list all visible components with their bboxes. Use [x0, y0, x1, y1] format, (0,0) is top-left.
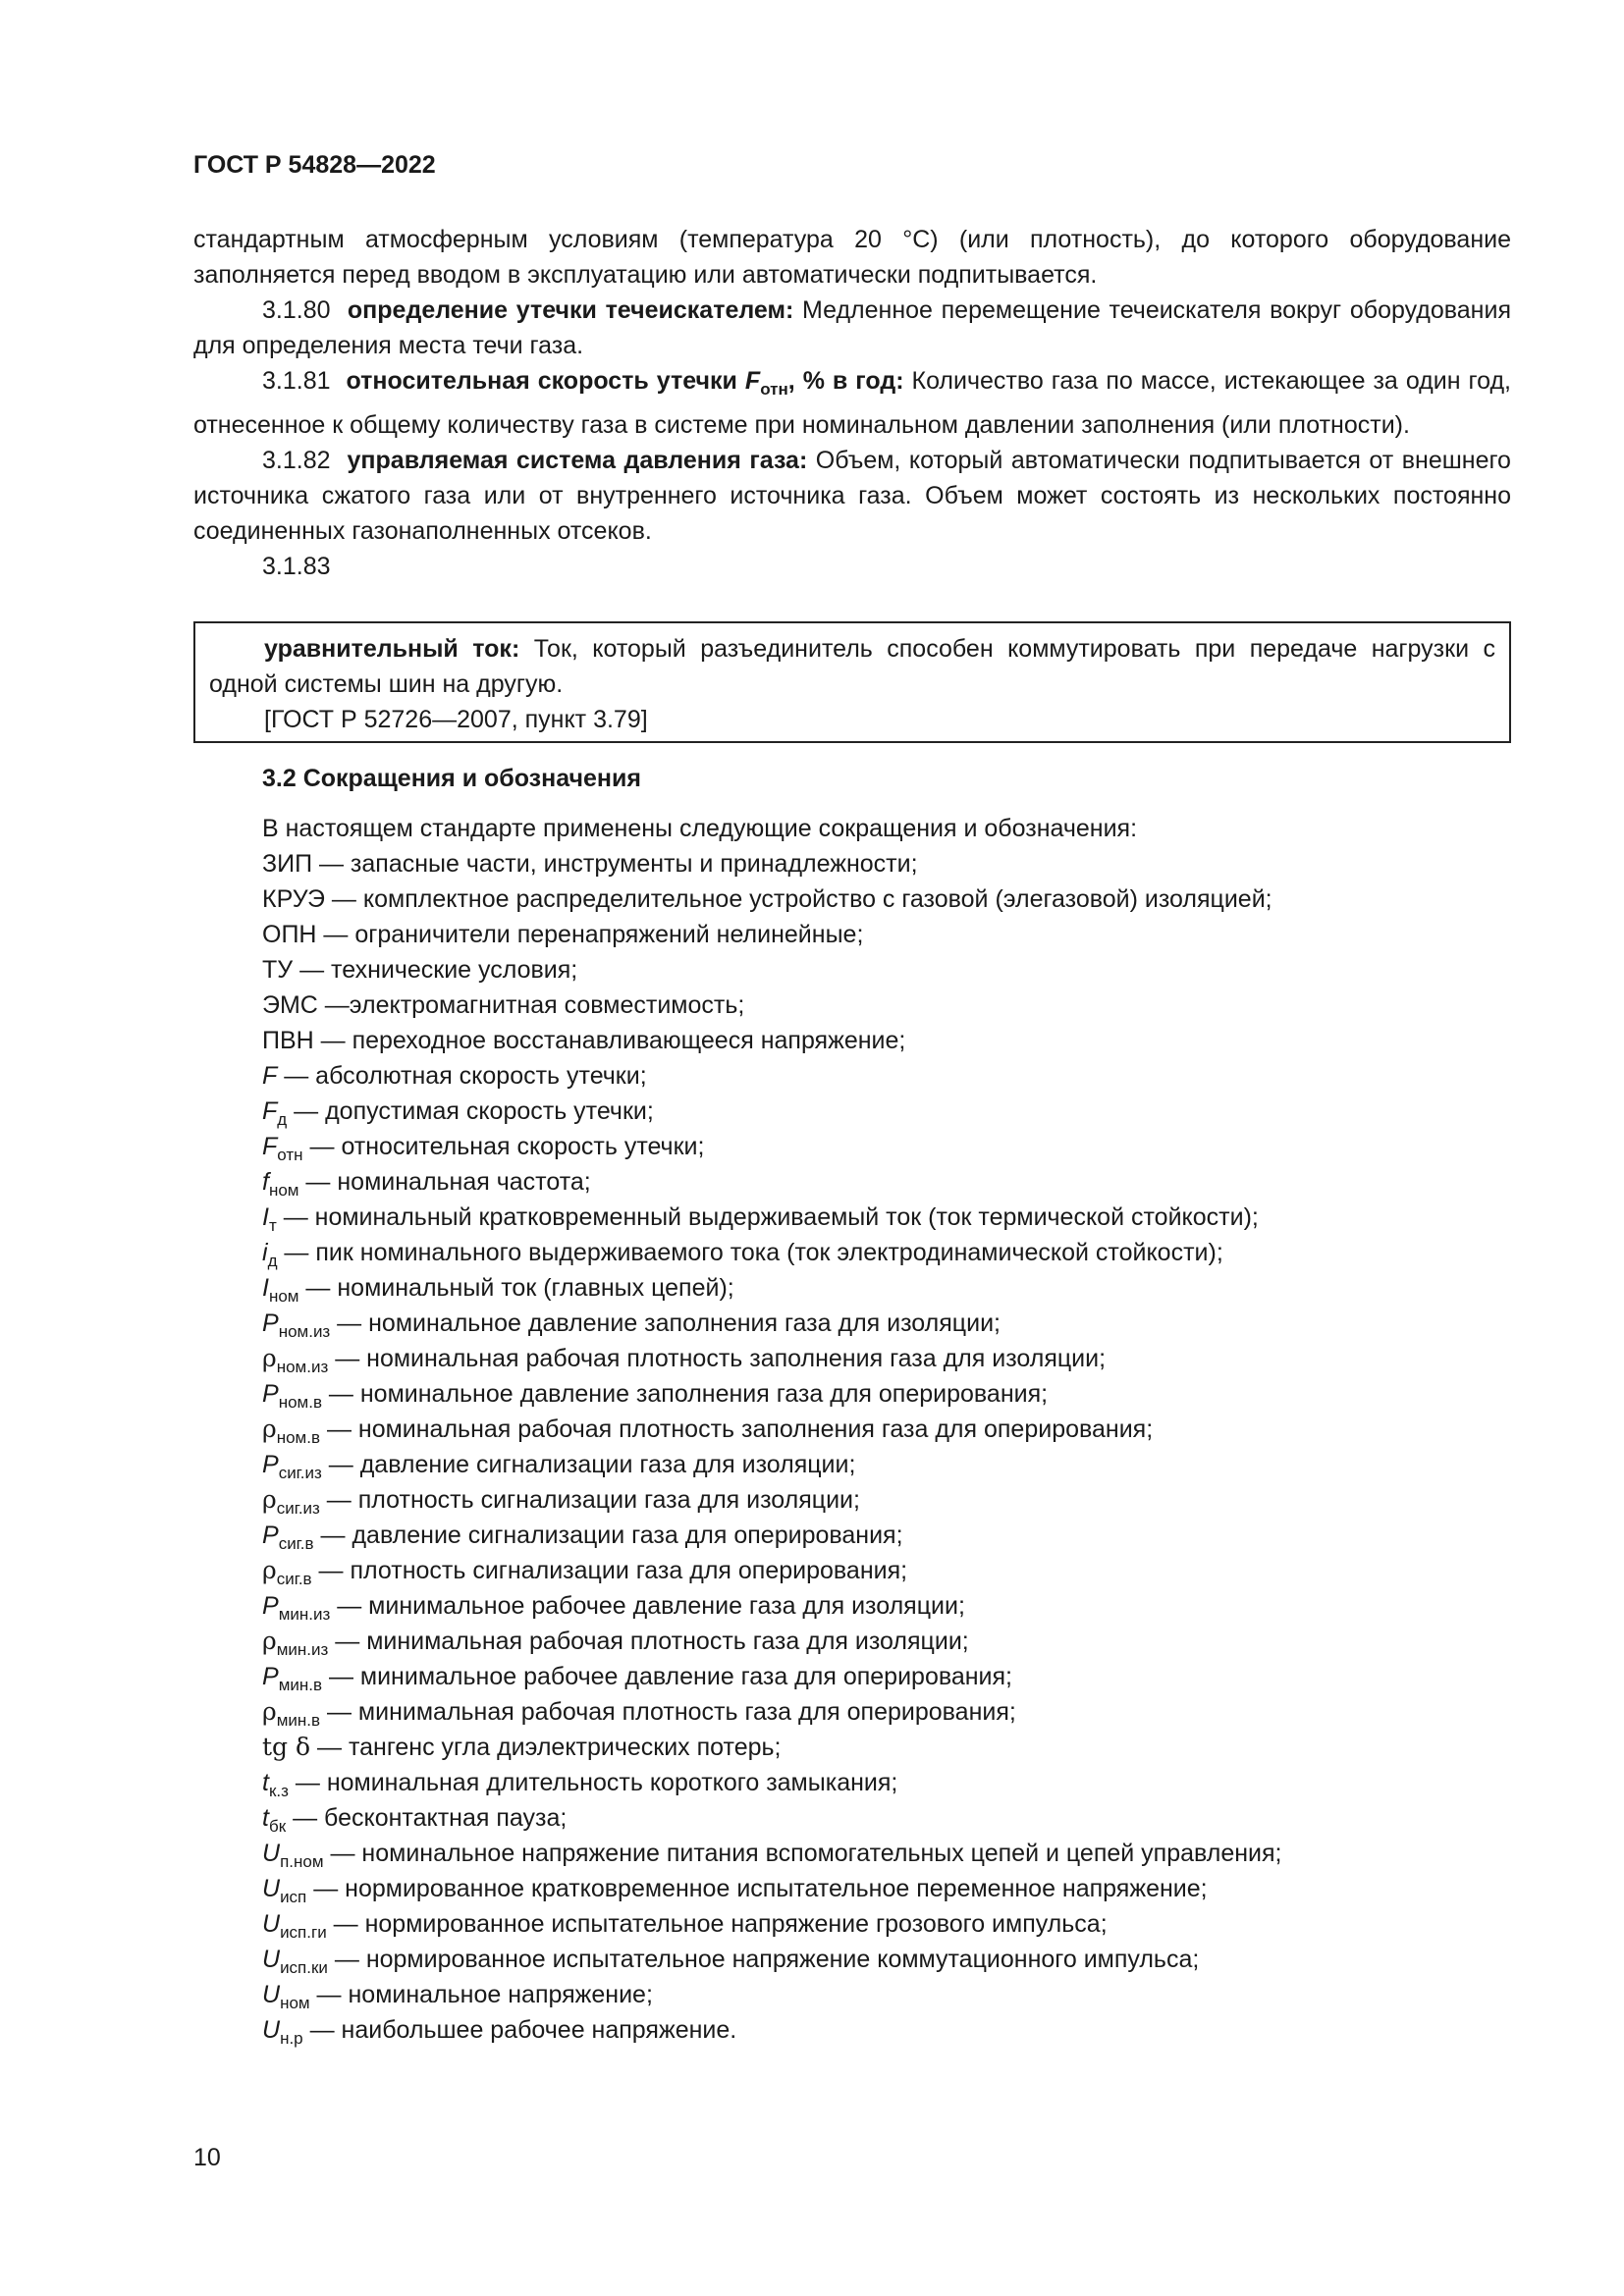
- symbol-subscript: сиг.из: [278, 1464, 322, 1482]
- symbol-description: — номинальная длительность короткого замыкания;: [288, 1769, 898, 1796]
- symbol-letter: F: [262, 1133, 278, 1160]
- symbol-letter: t: [262, 1769, 269, 1796]
- symbol-description: — номинальное давление заполнения газа для изоляции;: [330, 1309, 1001, 1337]
- symbol-subscript: ном: [268, 1287, 299, 1306]
- symbol-description: — номинальный кратковременный выдерживаемый ток (ток термической стойкости);: [276, 1203, 1259, 1231]
- abbreviations-list: [262, 811, 1519, 2048]
- symbol-letter: ρ: [262, 1485, 277, 1514]
- abbreviation-item: ОПН — ограничители перенапряжений нелинейные;: [262, 921, 864, 948]
- symbol-letter: U: [262, 2016, 281, 2044]
- symbol-item: [262, 1235, 1519, 1270]
- symbol-description: — наибольшее рабочее напряжение.: [302, 2016, 737, 2044]
- clause-number: 3.1.81: [262, 367, 331, 395]
- symbol-description: — минимальное рабочее давление газа для изоляции;: [330, 1592, 965, 1620]
- symbol-item: [262, 1200, 1519, 1235]
- symbol-description: — номинальная рабочая плотность заполнения газа для оперирования;: [320, 1415, 1154, 1443]
- symbol-description: — пик номинального выдерживаемого тока (ток электродинамической стойкости);: [277, 1239, 1223, 1266]
- clause-text: Медленное перемещение течеискателя вокруг оборудования для определения места течи газа.: [193, 296, 1511, 359]
- symbol-item: [262, 1094, 1519, 1129]
- clause-3-1-81: [193, 363, 1511, 443]
- symbol-subscript: мин.из: [278, 1605, 331, 1624]
- symbol-description: — номинальное напряжение питания вспомогательных цепей и цепей управления;: [323, 1840, 1282, 1867]
- clause-term: управляемая система давления газа:: [347, 447, 808, 474]
- symbol-letter: f: [262, 1168, 269, 1196]
- abbreviation-item: ПВН — переходное восстанавливающееся напряжение;: [262, 1027, 906, 1054]
- symbol-subscript: мин.из: [276, 1640, 329, 1659]
- symbol-subscript: исп.ги: [280, 1923, 327, 1942]
- symbol-letter: P: [262, 1592, 279, 1620]
- symbol-description: — плотность сигнализации газа для оперирования;: [311, 1557, 908, 1584]
- symbol-description: — плотность сигнализации газа для изоляции;: [319, 1486, 860, 1514]
- symbol-letter: ρ: [262, 1697, 277, 1726]
- symbol-description: — номинальная рабочая плотность заполнения газа для изоляции;: [328, 1345, 1107, 1372]
- symbol-subscript: ном.в: [278, 1393, 322, 1412]
- symbol-item: [262, 1270, 1519, 1306]
- symbol-subscript: к.з: [268, 1782, 289, 1800]
- section-title: 3.2 Сокращения и обозначения: [262, 765, 641, 792]
- symbol-description: — допустимая скорость утечки;: [287, 1097, 654, 1125]
- symbols-list: [262, 1058, 1519, 2048]
- clause-number: 3.1.83: [262, 553, 331, 580]
- page-number: 10: [193, 2144, 221, 2171]
- abbreviation-item: ТУ — технические условия;: [262, 956, 578, 984]
- symbol-letter: F: [262, 1062, 278, 1090]
- symbol-letter: U: [262, 1981, 281, 2008]
- symbol-letter: ρ: [262, 1415, 277, 1443]
- symbol-description: — номинальная частота;: [298, 1168, 591, 1196]
- clause-term-subscript: отн: [760, 380, 788, 399]
- symbol-subscript: ном: [268, 1181, 299, 1200]
- symbol-subscript: сиг.в: [276, 1570, 312, 1588]
- box-reference: [ГОСТ Р 52726—2007, пункт 3.79]: [264, 706, 648, 733]
- symbol-description: — минимальная рабочая плотность газа для изоляции;: [328, 1628, 969, 1655]
- symbol-item: [262, 1553, 1519, 1588]
- symbol-description: — давление сигнализации газа для изоляции;: [321, 1451, 856, 1478]
- symbol-item: [262, 1058, 1519, 1094]
- symbol-letter: t: [262, 1804, 269, 1832]
- symbol-item: [262, 1447, 1519, 1482]
- symbol-item: [262, 1836, 1519, 1871]
- symbol-letter: P: [262, 1380, 279, 1408]
- symbol-subscript: т: [268, 1216, 277, 1235]
- symbol-item: [262, 1765, 1519, 1800]
- symbol-letter: U: [262, 1840, 281, 1867]
- clause-3-1-80: [193, 293, 1511, 363]
- definitions-block: [193, 222, 1511, 584]
- symbol-item: [262, 1412, 1519, 1447]
- symbol-item: [262, 1694, 1519, 1730]
- symbol-subscript: ном.в: [276, 1428, 320, 1447]
- symbol-letter: tg δ: [262, 1733, 311, 1761]
- box-term: уравнительный ток:: [264, 635, 520, 663]
- symbol-item: [262, 1624, 1519, 1659]
- intro-paragraph: стандартным атмосферным условиям (температура 20 °С) (или плотность), до которого оборудование заполняется перед вводом в эксплуатацию или автоматически подпитывается.: [193, 226, 1511, 289]
- symbol-description: — тангенс угла диэлектрических потерь;: [310, 1734, 782, 1761]
- symbol-item: [262, 1482, 1519, 1518]
- symbol-item: [262, 1977, 1519, 2012]
- abbreviation-item: ЗИП — запасные части, инструменты и принадлежности;: [262, 850, 918, 878]
- symbol-letter: F: [262, 1097, 278, 1125]
- symbol-item: [262, 1942, 1519, 1977]
- symbol-description: — нормированное испытательное напряжение коммутационного импульса;: [327, 1946, 1200, 1973]
- clause-3-1-83: [193, 549, 1511, 584]
- symbol-letter: ρ: [262, 1627, 277, 1655]
- symbol-item: [262, 1129, 1519, 1164]
- symbol-subscript: д: [267, 1252, 278, 1270]
- symbol-letter: I: [262, 1203, 269, 1231]
- symbol-description: — минимальная рабочая плотность газа для оперирования;: [320, 1698, 1016, 1726]
- symbol-description: — абсолютная скорость утечки;: [277, 1062, 647, 1090]
- symbol-letter: U: [262, 1946, 281, 1973]
- symbol-description: — бесконтактная пауза;: [286, 1804, 568, 1832]
- symbol-item: [262, 1306, 1519, 1341]
- box-definition: [209, 631, 1495, 702]
- symbol-letter: P: [262, 1663, 279, 1690]
- symbol-item: [262, 1906, 1519, 1942]
- symbol-letter: U: [262, 1875, 281, 1902]
- symbol-subscript: п.ном: [280, 1852, 324, 1871]
- symbol-subscript: сиг.из: [276, 1499, 320, 1518]
- symbol-subscript: н.р: [280, 2029, 303, 2048]
- symbol-description: — номинальный ток (главных цепей);: [298, 1274, 734, 1302]
- symbol-subscript: мин.в: [276, 1711, 321, 1730]
- symbol-item: [262, 1588, 1519, 1624]
- clause-text: Количество газа по массе, истекающее за один год, отнесенное к общему количеству газа в системе при номинальном давлении заполнения (или плотности).: [193, 367, 1511, 439]
- symbol-subscript: ном: [280, 1994, 310, 2012]
- clause-text: Объем, который автоматически подпитывается от внешнего источника сжатого газа или от внутреннего источника газа. Объем может состоять из нескольких постоянно соединенных газонаполненных отсеков.: [193, 447, 1511, 545]
- document-header: ГОСТ Р 54828—2022: [193, 151, 436, 179]
- abbreviation-item: ЭМС —электромагнитная совместимость;: [262, 991, 745, 1019]
- symbol-item: [262, 1164, 1519, 1200]
- section-intro: В настоящем стандарте применены следующие сокращения и обозначения:: [262, 815, 1138, 842]
- symbol-subscript: ном.из: [278, 1322, 331, 1341]
- symbol-subscript: бк: [268, 1817, 287, 1836]
- symbol-subscript: исп: [280, 1888, 307, 1906]
- symbol-description: — относительная скорость утечки;: [302, 1133, 705, 1160]
- symbol-item: [262, 1659, 1519, 1694]
- box-text: Ток, который разъединитель способен коммутировать при передаче нагрузки с одной системы шин на другую.: [209, 635, 1495, 698]
- symbol-item: [262, 1800, 1519, 1836]
- symbol-letter: P: [262, 1522, 279, 1549]
- clause-term-part: относительная скорость утечки: [346, 367, 745, 395]
- symbol-letter: P: [262, 1309, 279, 1337]
- symbol-letter: ρ: [262, 1344, 277, 1372]
- symbol-subscript: сиг.в: [278, 1534, 314, 1553]
- symbol-letter: P: [262, 1451, 279, 1478]
- symbol-subscript: мин.в: [278, 1676, 323, 1694]
- clause-number: 3.1.80: [262, 296, 331, 324]
- clause-term: [346, 367, 904, 399]
- symbol-description: — номинальное давление заполнения газа для оперирования;: [321, 1380, 1049, 1408]
- clause-term-part: , % в год:: [787, 367, 904, 395]
- symbol-letter: I: [262, 1274, 269, 1302]
- symbol-description: — давление сигнализации газа для оперирования;: [313, 1522, 903, 1549]
- symbol-description: — нормированное кратковременное испытательное переменное напряжение;: [306, 1875, 1208, 1902]
- symbol-letter: ρ: [262, 1556, 277, 1584]
- symbol-subscript: отн: [277, 1146, 303, 1164]
- clause-3-1-82: [193, 443, 1511, 549]
- symbol-item: [262, 1730, 1519, 1765]
- clause-term: определение утечки течеискателем:: [347, 296, 794, 324]
- symbol-subscript: исп.ки: [280, 1958, 328, 1977]
- symbol-item: [262, 2012, 1519, 2048]
- symbol-letter: U: [262, 1910, 281, 1938]
- clause-term-symbol: F: [744, 367, 761, 395]
- symbol-item: [262, 1376, 1519, 1412]
- symbol-item: [262, 1871, 1519, 1906]
- symbol-item: [262, 1341, 1519, 1376]
- symbol-description: — номинальное напряжение;: [309, 1981, 653, 2008]
- symbol-item: [262, 1518, 1519, 1553]
- symbol-subscript: д: [277, 1110, 288, 1129]
- symbol-description: — нормированное испытательное напряжение грозового импульса;: [326, 1910, 1108, 1938]
- symbol-subscript: ном.из: [276, 1358, 329, 1376]
- symbol-letter: i: [262, 1239, 268, 1266]
- symbol-description: — минимальное рабочее давление газа для оперирования;: [322, 1663, 1013, 1690]
- clause-number: 3.1.82: [262, 447, 331, 474]
- abbreviation-item: КРУЭ — комплектное распределительное устройство с газовой (элегазовой) изоляцией;: [262, 885, 1272, 913]
- definition-box: [193, 621, 1511, 743]
